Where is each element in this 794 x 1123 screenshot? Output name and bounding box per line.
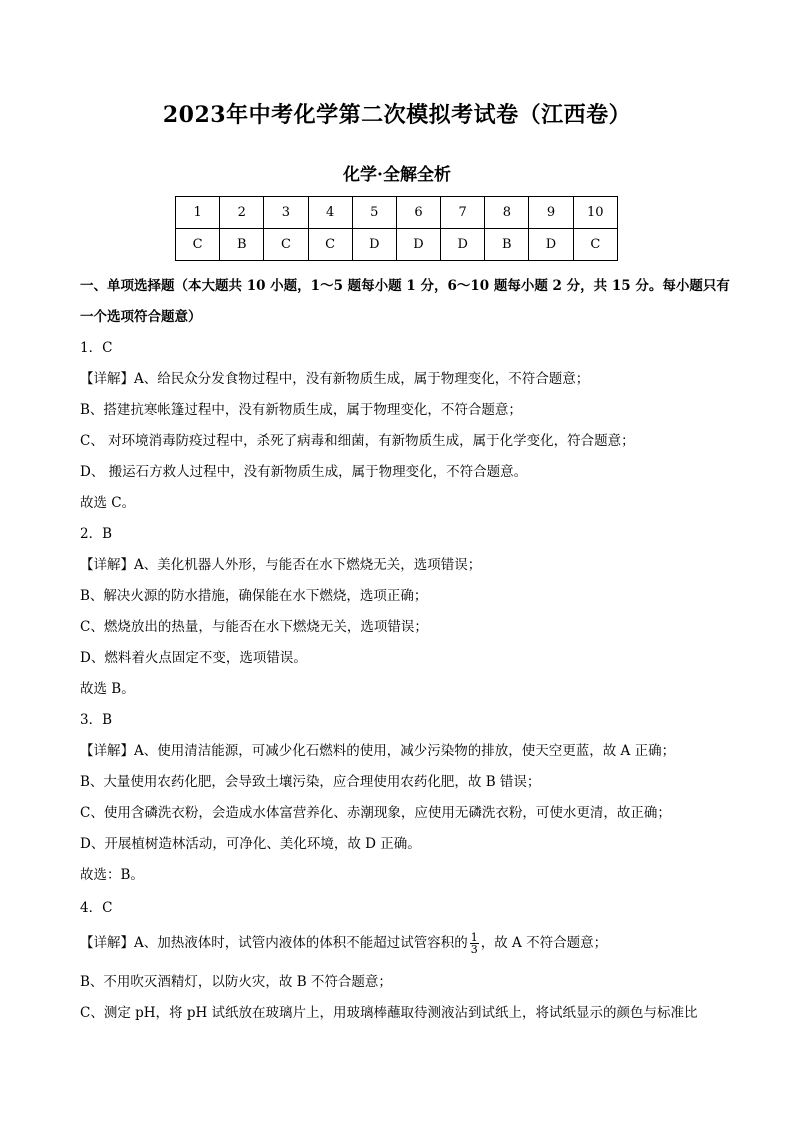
question-1-conclusion: 故选 C。	[80, 495, 136, 511]
question-1-heading: 1．C	[80, 340, 113, 356]
question-2-explanation: 【详解】A、美化机器人外形，与能否在水下燃烧无关，选项错误；	[80, 557, 482, 573]
question-1-explanation: 【详解】A、给民众分发食物过程中，没有新物质生成，属于物理变化，不符合题意；	[80, 371, 590, 387]
answer-cell: C	[308, 229, 352, 261]
question-4-option-c: C、测定 pH，将 pH 试纸放在玻璃片上，用玻璃棒蘸取待测液沾到试纸上，将试纸显示的颜色与标准比	[80, 1005, 698, 1021]
answer-cell: B	[485, 229, 529, 261]
answer-cell: B	[220, 229, 264, 261]
question-number-cell: 3	[264, 197, 308, 229]
question-3-option-b: B、大量使用农药化肥，会导致土壤污染，应合理使用农药化肥，故 B 错误；	[80, 774, 541, 790]
question-4-explanation-text: 【详解】A、加热液体时，试管内液体的体积不能超过试管容积的	[80, 935, 468, 951]
question-number-cell: 4	[308, 197, 352, 229]
question-number-cell: 10	[573, 197, 617, 229]
question-4-explanation	[80, 932, 720, 955]
question-2-option-c: C、燃烧放出的热量，与能否在水下燃烧无关，选项错误；	[80, 619, 428, 635]
question-number-cell: 5	[352, 197, 396, 229]
answer-table	[175, 196, 618, 261]
question-3-explanation: 【详解】A、使用清洁能源，可减少化石燃料的使用，减少污染物的排放，使天空更蓝，故 A 正确；	[80, 743, 676, 759]
question-4-heading: 4．C	[80, 900, 113, 916]
answer-cell: C	[176, 229, 220, 261]
question-number-cell: 2	[220, 197, 264, 229]
answer-cell: C	[264, 229, 308, 261]
question-3-heading: 3．B	[80, 712, 113, 728]
document-title: 2023年中考化学第二次模拟考试卷（江西卷）	[162, 102, 632, 128]
answer-cell: D	[352, 229, 396, 261]
question-1-option-c: C、 对环境消毒防疫过程中，杀死了病毒和细菌，有新物质生成，属于化学变化，符合题意；	[80, 433, 635, 449]
answer-cell: C	[573, 229, 617, 261]
answer-table-number-row	[176, 197, 618, 229]
question-number-cell: 6	[396, 197, 440, 229]
question-1-option-d: D、 搬运石方救人过程中，没有新物质生成，属于物理变化，不符合题意。	[80, 464, 528, 480]
question-4-explanation-text-end: ，故 A 不符合题意；	[480, 935, 608, 951]
question-2-option-d: D、燃料着火点固定不变，选项错误。	[80, 650, 307, 666]
document-subtitle: 化学·全解全析	[343, 165, 451, 185]
answer-cell: D	[441, 229, 485, 261]
question-number-cell: 7	[441, 197, 485, 229]
answer-cell: D	[529, 229, 573, 261]
question-2-option-b: B、解决火源的防水措施，确保能在水下燃烧，选项正确；	[80, 588, 428, 604]
fraction-numerator: 1	[470, 931, 478, 944]
answer-cell: D	[396, 229, 440, 261]
section-heading: 一、单项选择题（本大题共 10 小题，1～5 题每小题 1 分，6～10 题每小题 2 分，共 15 分。每小题只有	[80, 278, 730, 294]
question-number-cell: 1	[176, 197, 220, 229]
question-1-option-b: B、搭建抗寒帐篷过程中，没有新物质生成，属于物理变化，不符合题意；	[80, 402, 522, 418]
fraction-one-third	[470, 932, 479, 955]
question-number-cell: 9	[529, 197, 573, 229]
question-number-cell: 8	[485, 197, 529, 229]
question-3-option-c: C、使用含磷洗衣粉，会造成水体富营养化、赤潮现象，应使用无磷洗衣粉，可使水更清，故正确；	[80, 805, 671, 821]
section-heading-continued: 一个选项符合题意）	[80, 309, 202, 325]
question-3-conclusion: 故选：B。	[80, 867, 144, 883]
answer-table-answer-row	[176, 229, 618, 261]
question-3-option-d: D、开展植树造林活动，可净化、美化环境，故 D 正确。	[80, 836, 421, 852]
question-4-option-b: B、不用吹灭酒精灯，以防火灾，故 B 不符合题意；	[80, 974, 392, 990]
question-2-heading: 2．B	[80, 526, 113, 542]
question-2-conclusion: 故选 B。	[80, 681, 135, 697]
fraction-denominator: 3	[470, 943, 478, 956]
